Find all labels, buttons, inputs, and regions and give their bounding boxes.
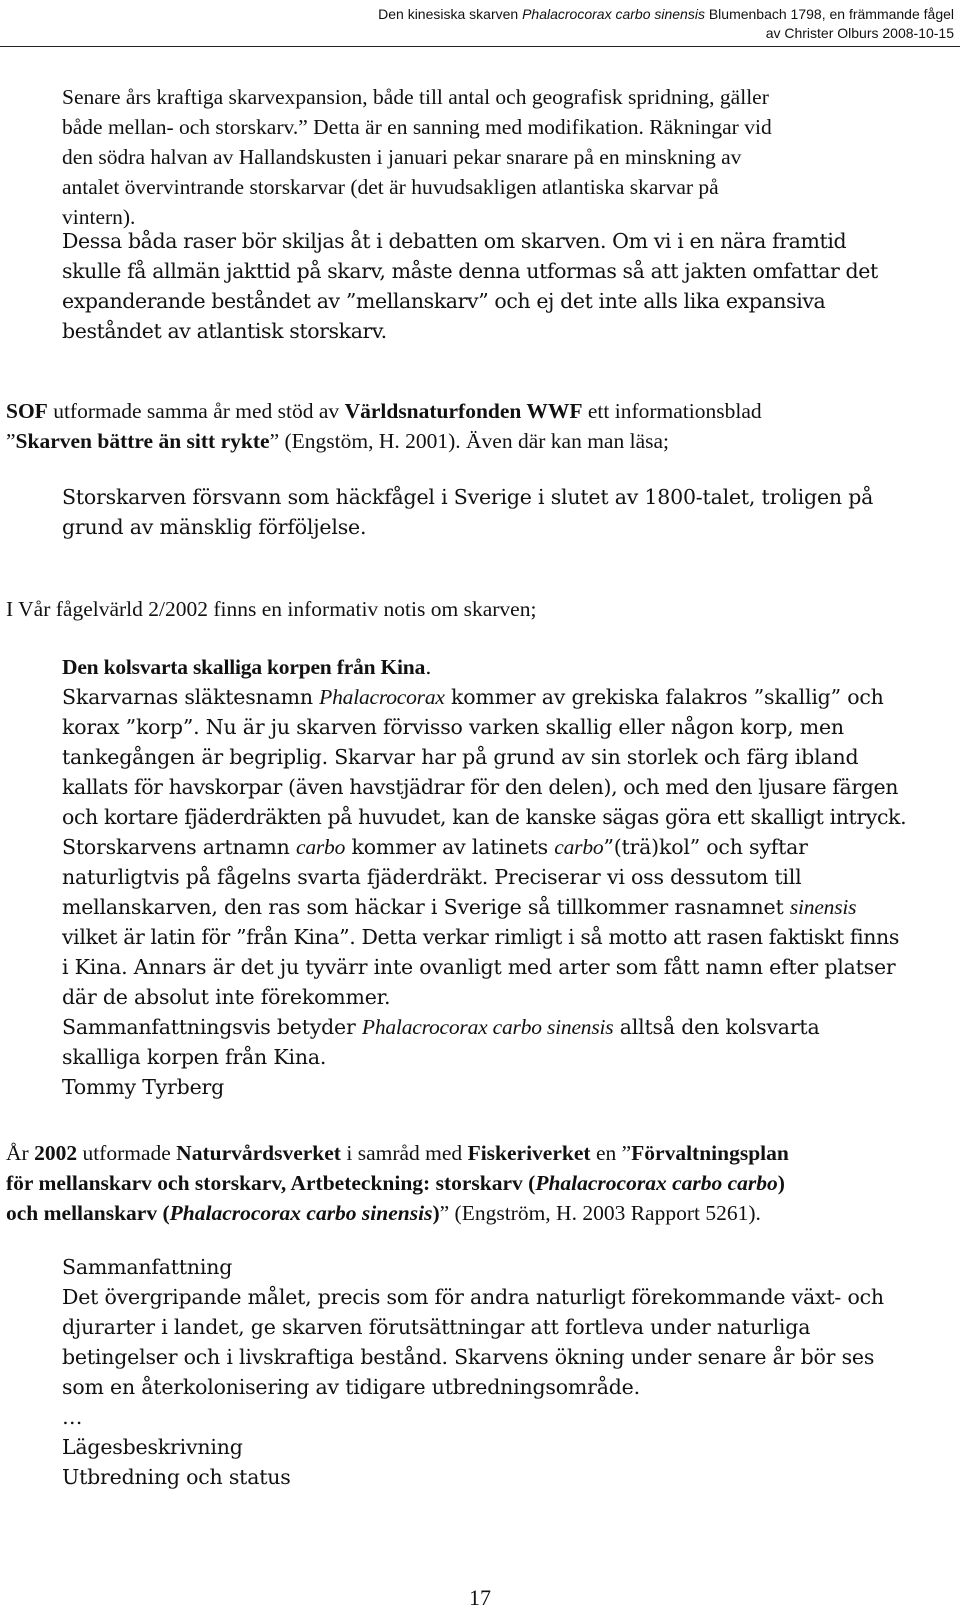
text-span: utformade	[77, 1141, 177, 1165]
text-span: Dessa båda raser bör skiljas åt i debatten om skarven.	[62, 229, 607, 253]
text-line: och kortare fjäderdräkten på huvudet, kan de kanske sägas göra ett skalligt intryck.	[62, 805, 907, 829]
genus-name: Phalacrocorax	[319, 685, 445, 709]
text-line: vintern).	[62, 205, 136, 229]
species-name: carbo	[295, 835, 346, 859]
paragraph-naturvardsverket	[6, 1138, 789, 1228]
paragraph-expansion	[62, 82, 772, 232]
text-line: skalliga korpen från Kina.	[62, 1045, 327, 1069]
text-line: I Vår fågelvärld 2/2002 finns en informativ notis om skarven;	[6, 597, 537, 621]
page-number: 17	[469, 1585, 491, 1610]
text-line	[6, 426, 762, 456]
header-title	[378, 6, 954, 22]
plan-title: Förvaltningsplan	[631, 1141, 789, 1165]
race-name: sinensis	[789, 895, 857, 919]
text-line: grund av mänsklig förföljelse.	[62, 515, 367, 539]
header-species-name: Phalacrocorax carbo sinensis	[522, 6, 705, 22]
text-span: ”(trä)kol” och syftar	[603, 835, 808, 859]
article-title: Den kolsvarta skalliga korpen från Kina	[62, 655, 426, 679]
scientific-name: Phalacrocorax carbo carbo	[535, 1171, 778, 1195]
text-line	[6, 1198, 789, 1228]
text-line	[6, 1168, 789, 1198]
summary-section	[62, 1252, 884, 1492]
text-span: År	[6, 1141, 35, 1165]
text-span: kommer av latinets	[345, 835, 555, 859]
text-span: kommer av grekiska falakros ”skallig” och	[444, 685, 884, 709]
text-span: )	[777, 1171, 785, 1195]
text-line: djurarter i landet, ge skarven förutsättningar att fortleva under naturliga	[62, 1315, 811, 1339]
sof-name: SOF	[6, 399, 48, 423]
text-line: Det övergripande målet, precis som för andra naturligt förekommande växt- och	[62, 1285, 884, 1309]
text-line: i Kina. Annars är det ju tyvärr inte ovanligt med arter som fått namn efter platser	[62, 955, 896, 979]
text-line: som en återkolonisering av tidigare utbredningsområde.	[62, 1375, 640, 1399]
text-span: ett informationsblad	[582, 399, 762, 423]
text-span: mellanskarven, den ras som häckar i Sverige så tillkommer rasnamnet	[62, 895, 790, 919]
paragraph-races	[62, 226, 878, 346]
text-span: )	[432, 1201, 440, 1225]
text-line: korax ”korp”. Nu är ju skarven förvisso varken skallig eller någon korp, men	[62, 715, 844, 739]
text-span: Storskarvens artnamn	[62, 835, 296, 859]
paragraph-sof	[6, 396, 762, 456]
agency-name: Naturvårdsverket	[176, 1141, 341, 1165]
text-line: där de absolut inte förekommer.	[62, 985, 391, 1009]
text-line	[62, 892, 906, 922]
agency-name: Fiskeriverket	[467, 1141, 591, 1165]
leaflet-title: Skarven bättre än sitt rykte	[15, 429, 270, 453]
text-span: i samråd med	[340, 1141, 468, 1165]
paragraph-var-fagelvarld	[6, 594, 536, 624]
text-line	[6, 396, 762, 426]
ellipsis: …	[62, 1405, 83, 1429]
summary-heading: Sammanfattning	[62, 1255, 233, 1279]
text-line: skulle få allmän jakttid på skarv, måste denna utformas så att jakten omfattar det	[62, 259, 878, 283]
section-heading: Utbredning och status	[62, 1465, 291, 1489]
scientific-name: Phalacrocorax carbo sinensis	[361, 1015, 614, 1039]
text-span: Skarvarnas släktesnamn	[62, 685, 320, 709]
text-line	[6, 1138, 789, 1168]
text-line: kallats för havskorpar (även havstjädrar för den delen), och med den ljusare färgen	[62, 775, 898, 799]
text-line	[62, 682, 906, 712]
text-line: expanderande beståndet av ”mellanskarv” och ej det inte alls lika expansiva	[62, 289, 826, 313]
text-span: en ”	[590, 1141, 632, 1165]
text-line: beståndet av atlantisk storskarv.	[62, 319, 387, 343]
wwf-name: Världsnaturfonden WWF	[344, 399, 583, 423]
text-span: ”	[6, 429, 16, 453]
text-line: tankegången är begriplig. Skarvar har på grund av sin storlek och färg ibland	[62, 745, 859, 769]
scientific-name: Phalacrocorax carbo sinensis	[169, 1201, 433, 1225]
latin-word: carbo	[554, 835, 604, 859]
year: 2002	[34, 1141, 78, 1165]
section-heading: Lägesbeskrivning	[62, 1435, 243, 1459]
article-author: Tommy Tyrberg	[62, 1075, 225, 1099]
header-title-text: Den kinesiska skarven	[378, 6, 523, 22]
text-line: antalet övervintrande storskarvar (det är huvudsakligen atlantiska skarvar på	[62, 175, 719, 199]
header-title-rest: Blumenbach 1798, en främmande fågel	[704, 6, 954, 22]
text-span: ” (Engström, H. 2003 Rapport 5261).	[439, 1201, 761, 1225]
text-line: både mellan- och storskarv.” Detta är en sanning med modifikation. Räkningar vid	[62, 115, 772, 139]
text-line: betingelser och i livskraftiga bestånd. Skarvens ökning under senare år bör ses	[62, 1345, 875, 1369]
text-line: naturligtvis på fågelns svarta fjäderdräkt. Preciserar vi oss dessutom till	[62, 865, 802, 889]
header-author: av Christer Olburs 2008-10-15	[765, 25, 954, 41]
text-line: Senare års kraftiga skarvexpansion, både till antal och geografisk spridning, gäller	[62, 85, 769, 109]
text-span: utformade samma år med stöd av	[47, 399, 345, 423]
text-span: alltså den kolsvarta	[613, 1015, 820, 1039]
article-title-line	[62, 652, 906, 682]
text-span: .	[425, 655, 432, 679]
text-span: Om vi i en nära framtid	[606, 229, 847, 253]
plan-title: för mellanskarv och storskarv, Artbeteckning: storskarv (	[6, 1171, 536, 1195]
header-divider	[0, 46, 960, 47]
article-kolsvarta-korpen	[62, 652, 906, 1102]
plan-title: och mellanskarv (	[6, 1201, 170, 1225]
text-line	[62, 832, 906, 862]
text-line: Storskarven försvann som häckfågel i Sverige i slutet av 1800-talet, troligen på	[62, 485, 874, 509]
quote-storskarven	[62, 482, 873, 542]
text-line: den södra halvan av Hallandskusten i januari pekar snarare på en minskning av	[62, 145, 742, 169]
text-line	[62, 1012, 906, 1042]
running-header	[0, 0, 960, 50]
text-span: ” (Engstöm, H. 2001). Även där kan man läsa;	[269, 429, 670, 453]
text-line	[62, 226, 878, 256]
text-span: Sammanfattningsvis betyder	[62, 1015, 362, 1039]
text-line: vilket är latin för ”från Kina”. Detta verkar rimligt i så motto att rasen faktiskt finns	[62, 925, 899, 949]
